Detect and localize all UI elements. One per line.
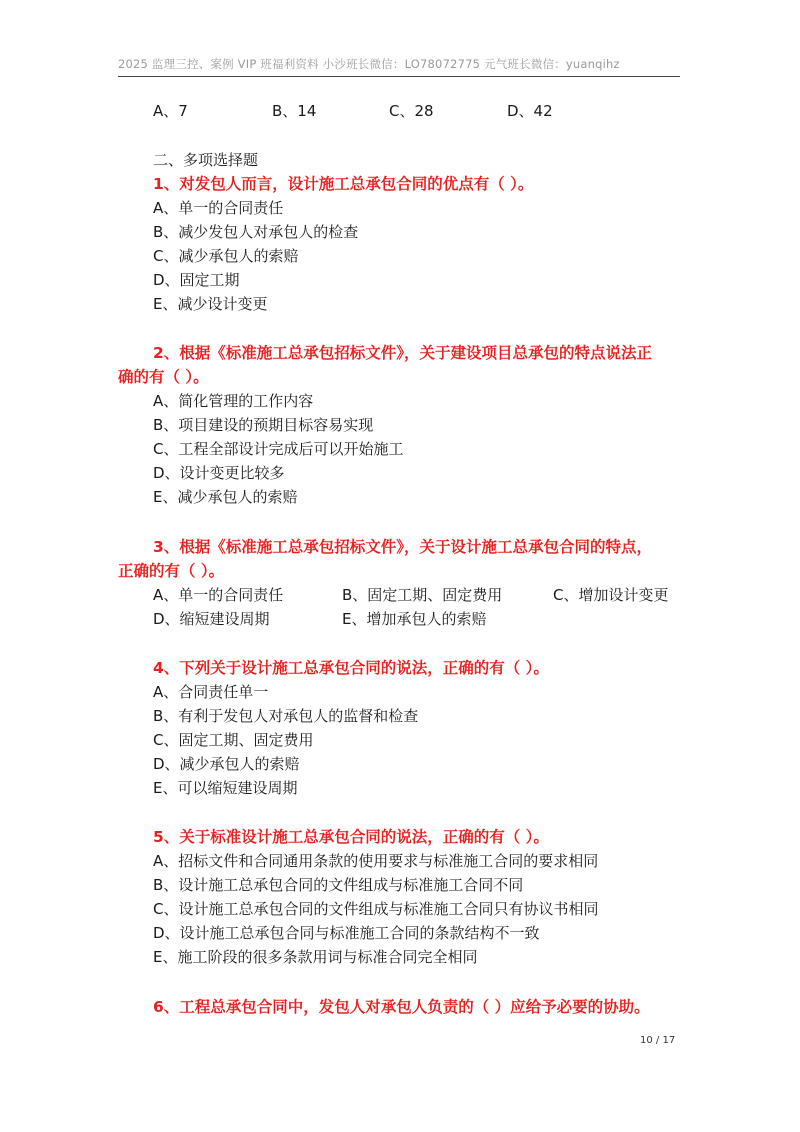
q4-option-e: E、可以缩短建设周期 — [153, 779, 298, 797]
q3-option-b: B、固定工期、固定费用 — [342, 586, 503, 604]
q2-option-c: C、工程全部设计完成后可以开始施工 — [153, 440, 404, 458]
q3-option-a: A、单一的合同责任 — [153, 586, 284, 604]
q1-option-a: A、单一的合同责任 — [153, 199, 284, 217]
question-3-stem: 3、根据《标准施工总承包招标文件》，关于设计施工总承包合同的特点， — [153, 538, 653, 556]
prev-option-b: B、14 — [272, 102, 317, 120]
q3-option-d: D、缩短建设周期 — [153, 610, 270, 628]
prev-option-a: A、7 — [153, 102, 188, 120]
q5-option-a: A、招标文件和合同通用条款的使用要求与标准施工合同的要求相同 — [153, 852, 599, 870]
page-number: 10 / 17 — [640, 1035, 676, 1046]
q5-option-c: C、设计施工总承包合同的文件组成与标准施工合同只有协议书相同 — [153, 900, 599, 918]
q4-option-d: D、减少承包人的索赔 — [153, 755, 300, 773]
q4-option-a: A、合同责任单一 — [153, 683, 269, 701]
prev-option-c: C、28 — [389, 102, 434, 120]
q2-option-a: A、简化管理的工作内容 — [153, 392, 314, 410]
page-header: 2025 监理三控、案例 VIP 班福利资料 小沙班长微信：LO78072775 元气班长微信：yuanqihz — [118, 57, 620, 71]
question-3-stem-cont: 正确的有（ ）。 — [118, 562, 225, 580]
question-4-stem: 4、下列关于设计施工总承包合同的说法，正确的有（ ）。 — [153, 659, 549, 677]
q3-option-e: E、增加承包人的索赔 — [342, 610, 487, 628]
q5-option-b: B、设计施工总承包合同的文件组成与标准施工合同不同 — [153, 876, 524, 894]
q5-option-d: D、设计施工总承包合同与标准施工合同的条款结构不一致 — [153, 924, 540, 942]
q2-option-e: E、减少承包人的索赔 — [153, 488, 298, 506]
q1-option-d: D、固定工期 — [153, 271, 240, 289]
q5-option-e: E、施工阶段的很多条款用词与标准合同完全相同 — [153, 948, 478, 966]
question-5-stem: 5、关于标准设计施工总承包合同的说法，正确的有（ ）。 — [153, 828, 549, 846]
prev-option-d: D、42 — [507, 102, 553, 120]
q2-option-d: D、设计变更比较多 — [153, 464, 285, 482]
question-2-stem: 2、根据《标准施工总承包招标文件》，关于建设项目总承包的特点说法正 — [153, 344, 653, 362]
q2-option-b: B、项目建设的预期目标容易实现 — [153, 416, 374, 434]
question-1-stem: 1、对发包人而言，设计施工总承包合同的优点有（ ）。 — [153, 175, 534, 193]
header-rule — [118, 76, 680, 77]
q1-option-c: C、减少承包人的索赔 — [153, 247, 299, 265]
q1-option-e: E、减少设计变更 — [153, 295, 268, 313]
q4-option-c: C、固定工期、固定费用 — [153, 731, 314, 749]
section-title: 二、多项选择题 — [153, 151, 259, 169]
question-6-stem: 6、工程总承包合同中，发包人对承包人负责的（ ）应给予必要的协助。 — [153, 998, 650, 1016]
question-2-stem-cont: 确的有（ ）。 — [118, 368, 209, 386]
q4-option-b: B、有利于发包人对承包人的监督和检查 — [153, 707, 419, 725]
q1-option-b: B、减少发包人对承包人的检查 — [153, 223, 359, 241]
q3-option-c: C、增加设计变更 — [553, 586, 669, 604]
